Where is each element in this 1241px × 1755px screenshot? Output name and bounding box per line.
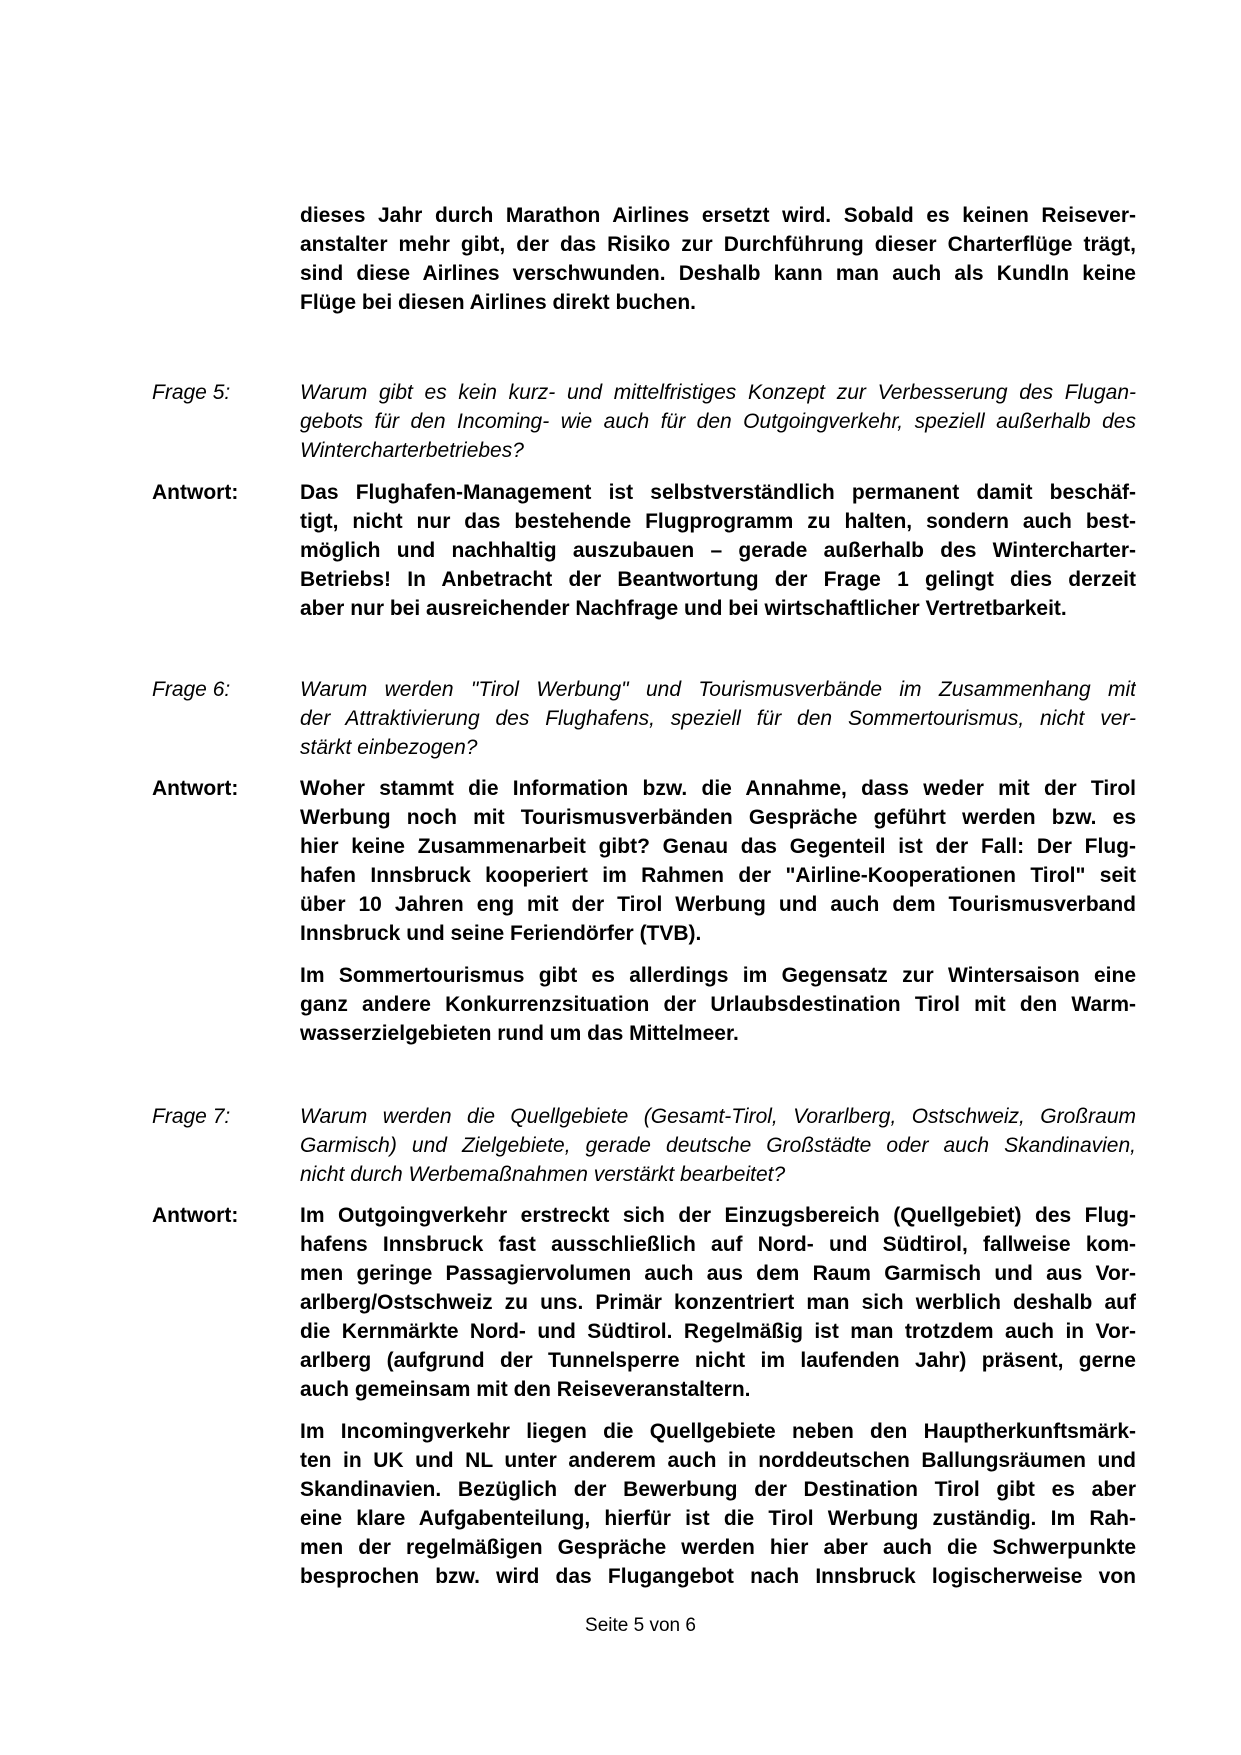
text-line: Woher stammt die Information bzw. die Annahme, dass weder mit der Tirol (300, 777, 1136, 800)
text-line: anstalter mehr gibt, der das Risiko zur Durchführung dieser Charterflüge trägt, (300, 233, 1136, 256)
text-line: aber nur bei ausreichender Nachfrage und bei wirtschaftlicher Vertretbarkeit. (300, 597, 1067, 620)
text-line: dieses Jahr durch Marathon Airlines ersetzt wird. Sobald es keinen Reisever- (300, 204, 1136, 227)
text-line: der Attraktivierung des Flughafens, speziell für den Sommertourismus, nicht ver- (300, 707, 1136, 730)
answer-paragraph (300, 478, 1136, 623)
text-line: Im Sommertourismus gibt es allerdings im Gegensatz zur Wintersaison eine (300, 964, 1136, 987)
text-line: möglich und nachhaltig auszubauen – gerade außerhalb des Wintercharter- (300, 539, 1136, 562)
text-line: Betriebs! In Anbetracht der Beantwortung der Frage 1 gelingt dies derzeit (300, 568, 1136, 591)
text-line: arlberg/Ostschweiz zu uns. Primär konzentriert man sich werblich deshalb auf (300, 1291, 1136, 1314)
text-line: men geringe Passagiervolumen auch aus dem Raum Garmisch und aus Vor- (300, 1262, 1136, 1285)
answer-paragraph (300, 1201, 1136, 1404)
text-line: gebots für den Incoming- wie auch für den Outgoingverkehr, speziell außerhalb des (300, 410, 1136, 433)
text-line: wasserzielgebieten rund um das Mittelmeer. (300, 1022, 739, 1045)
text-line: Wintercharterbetriebes? (300, 439, 524, 462)
text-line: Garmisch) und Zielgebiete, gerade deutsche Großstädte oder auch Skandinavien, (300, 1134, 1136, 1157)
question-text (300, 1102, 1136, 1189)
text-line: auch gemeinsam mit den Reiseveranstaltern. (300, 1378, 751, 1401)
question-label: Frage 7: (152, 1105, 231, 1128)
text-line: Im Incomingverkehr liegen die Quellgebiete neben den Hauptherkunftsmärk- (300, 1420, 1136, 1443)
question-text (300, 675, 1136, 762)
text-line: sind diese Airlines verschwunden. Deshalb kann man auch als KundIn keine (300, 262, 1136, 285)
text-line: die Kernmärkte Nord- und Südtirol. Regelmäßig ist man trotzdem auch in Vor- (300, 1320, 1136, 1343)
text-line: hafen Innsbruck kooperiert im Rahmen der "Airline-Kooperationen Tirol" seit (300, 864, 1136, 887)
text-line: men der regelmäßigen Gespräche werden hier aber auch die Schwerpunkte (300, 1536, 1136, 1559)
text-line: hier keine Zusammenarbeit gibt? Genau das Gegenteil ist der Fall: Der Flug- (300, 835, 1136, 858)
text-line: über 10 Jahren eng mit der Tirol Werbung und auch dem Tourismusverband (300, 893, 1136, 916)
text-line: Warum gibt es kein kurz- und mittelfristiges Konzept zur Verbesserung des Flugan- (300, 381, 1136, 404)
text-line: Das Flughafen-Management ist selbstverständlich permanent damit beschäf- (300, 481, 1136, 504)
page-number-footer: Seite 5 von 6 (585, 1615, 696, 1636)
answer-paragraph (300, 774, 1136, 948)
text-line: ganz andere Konkurrenzsituation der Urlaubsdestination Tirol mit den Warm- (300, 993, 1136, 1016)
question-label: Frage 5: (152, 381, 231, 404)
text-line: eine klare Aufgabenteilung, hierfür ist die Tirol Werbung zuständig. Im Rah- (300, 1507, 1136, 1530)
answer-label: Antwort: (152, 777, 239, 800)
text-line: besprochen bzw. wird das Flugangebot nach Innsbruck logischerweise von (300, 1565, 1136, 1588)
text-line: hafens Innsbruck fast ausschließlich auf Nord- und Südtirol, fallweise kom- (300, 1233, 1136, 1256)
continuation-paragraph (300, 201, 1136, 317)
text-line: Flüge bei diesen Airlines direkt buchen. (300, 291, 696, 314)
text-line: Warum werden die Quellgebiete (Gesamt-Tirol, Vorarlberg, Ostschweiz, Großraum (300, 1105, 1136, 1128)
answer-paragraph (300, 961, 1136, 1048)
text-line: ten in UK und NL unter anderem auch in norddeutschen Ballungsräumen und (300, 1449, 1136, 1472)
answer-paragraph (300, 1417, 1136, 1591)
text-line: Skandinavien. Bezüglich der Bewerbung der Destination Tirol gibt es aber (300, 1478, 1136, 1501)
answer-label: Antwort: (152, 1204, 239, 1227)
text-line: tigt, nicht nur das bestehende Flugprogramm zu halten, sondern auch best- (300, 510, 1136, 533)
text-line: stärkt einbezogen? (300, 736, 478, 759)
question-label: Frage 6: (152, 678, 231, 701)
text-line: Innsbruck und seine Feriendörfer (TVB). (300, 922, 702, 945)
text-line: nicht durch Werbemaßnahmen verstärkt bearbeitet? (300, 1163, 786, 1186)
text-line: Warum werden "Tirol Werbung" und Tourismusverbände im Zusammenhang mit (300, 678, 1136, 701)
text-line: Werbung noch mit Tourismusverbänden Gespräche geführt werden bzw. es (300, 806, 1136, 829)
text-line: Im Outgoingverkehr erstreckt sich der Einzugsbereich (Quellgebiet) des Flug- (300, 1204, 1136, 1227)
text-line: arlberg (aufgrund der Tunnelsperre nicht im laufenden Jahr) präsent, gerne (300, 1349, 1136, 1372)
answer-label: Antwort: (152, 481, 239, 504)
question-text (300, 378, 1136, 465)
